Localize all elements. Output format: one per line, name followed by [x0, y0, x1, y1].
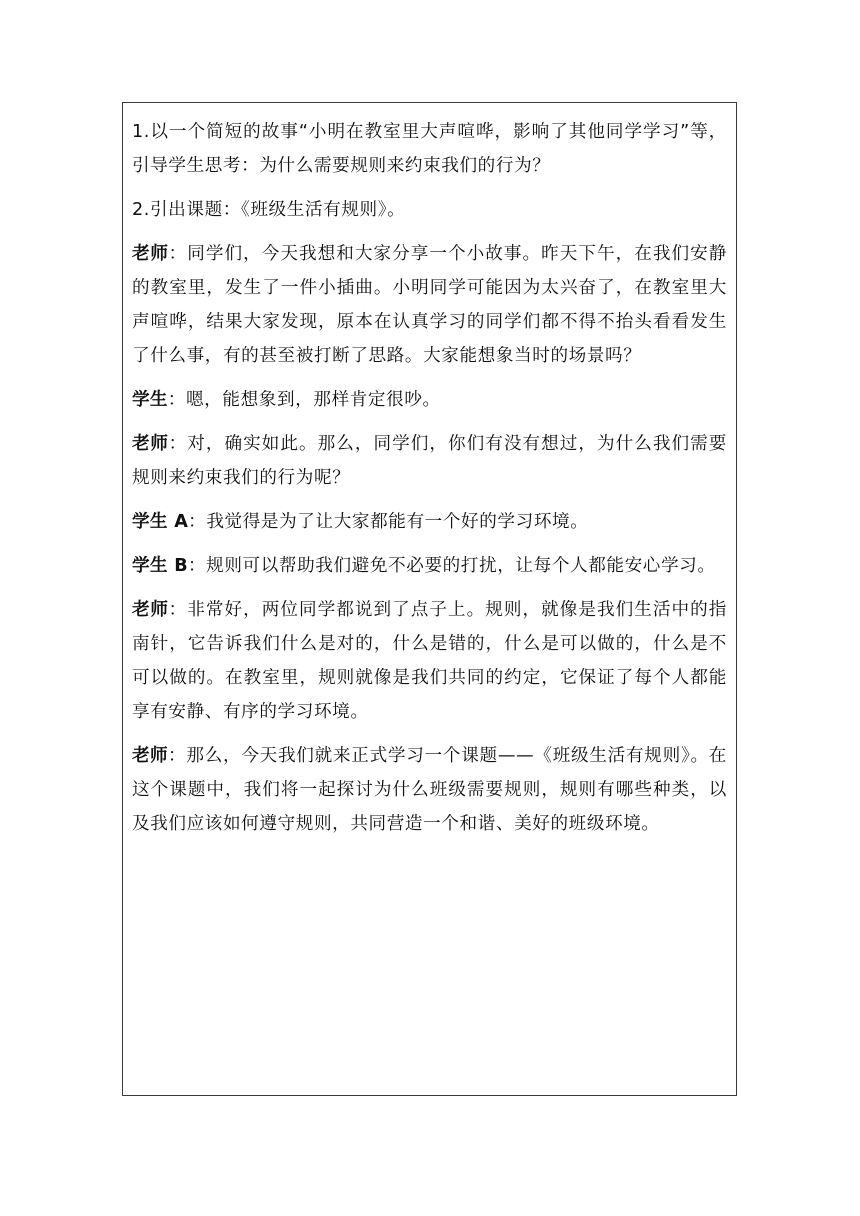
dialogue-student-b — [132, 549, 727, 583]
paragraph-text: 1.以一个简短的故事“小明在教室里大声喧哗，影响了其他同学学习”等，引导学生思考：为什么需要规则来约束我们的行为？ — [132, 122, 727, 176]
paragraph-text: 2.引出课题：《班级生活有规则》。 — [132, 200, 406, 220]
intro-step-2 — [132, 193, 727, 227]
speaker-label: 老师 — [132, 244, 169, 264]
speaker-label: 老师 — [132, 600, 169, 620]
dialogue-text: ：同学们，今天我想和大家分享一个小故事。昨天下午，在我们安静的教室里，发生了一件小插曲。小明同学可能因为太兴奋了，在教室里大声喧哗，结果大家发现，原本在认真学习的同学们都不得不抬头看看发生了什么事，有的甚至被打断了思路。大家能想象当时的场景吗？ — [132, 244, 727, 366]
lesson-table-cell — [122, 102, 737, 1096]
speaker-label: 学生 A — [132, 512, 189, 532]
speaker-label: 老师 — [132, 746, 169, 766]
dialogue-teacher — [132, 593, 727, 729]
dialogue-text: ：嗯，能想象到，那样肯定很吵。 — [167, 390, 441, 410]
intro-step-1 — [132, 115, 727, 183]
dialogue-text: ：非常好，两位同学都说到了点子上。规则，就像是我们生活中的指南针，它告诉我们什么是对的，什么是错的，什么是可以做的，什么是不可以做的。在教室里，规则就像是我们共同的约定，它保证了每个人都能享有安静、有序的学习环境。 — [132, 600, 727, 722]
dialogue-student — [132, 383, 727, 417]
speaker-label: 老师 — [132, 434, 169, 454]
dialogue-text: ：对，确实如此。那么，同学们，你们有没有想过，为什么我们需要规则来约束我们的行为呢？ — [132, 434, 727, 488]
dialogue-text: ：我觉得是为了让大家都能有一个好的学习环境。 — [188, 512, 589, 532]
dialogue-student-a — [132, 505, 727, 539]
dialogue-text: ：那么，今天我们就来正式学习一个课题——《班级生活有规则》。在这个课题中，我们将一起探讨为什么班级需要规则，规则有哪些种类，以及我们应该如何遵守规则，共同营造一个和谐、美好的班级环境。 — [132, 746, 727, 834]
dialogue-teacher — [132, 739, 727, 841]
speaker-label: 学生 — [132, 390, 168, 410]
dialogue-teacher — [132, 237, 727, 373]
dialogue-teacher — [132, 427, 727, 495]
speaker-label: 学生 B — [132, 556, 188, 576]
dialogue-text: ：规则可以帮助我们避免不必要的打扰，让每个人都能安心学习。 — [187, 556, 716, 576]
